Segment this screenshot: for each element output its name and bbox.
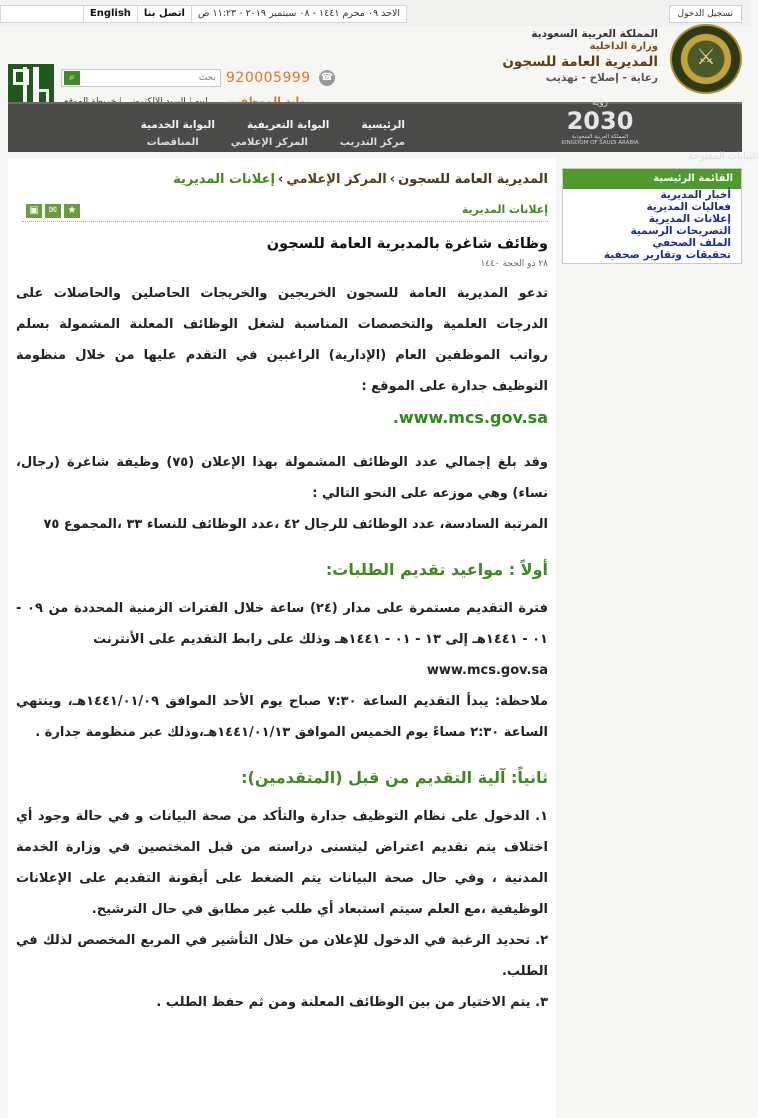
step-1: ١. الدخول على نظام التوظيف جدارة والتأكد من صحة البيانات و في حالة وجود أي اختلاف يتم تقديم اعتراض ليتسنى دراسته من قبل المختصين في وزارة الخدمة المدنية ، وفي حال صحة البيانات يتم الضغط على أيقونة التقديم على الإعلانات الوظيفية ،مع العلم سيتم استبعاد أي طلب غير مطابق في حال الترشيح. xyxy=(16,809,548,917)
breadcrumb-separator: › xyxy=(389,172,396,187)
paragraph-breakdown: المرتبة السادسة، عدد الوظائف للرجال ٤٢ ،عدد الوظائف للنساء ٣٣ ،المجموع ٧٥ xyxy=(43,517,548,532)
sidebar-item-press-file[interactable]: الملف الصحفي xyxy=(652,237,731,249)
nav-intro-portal[interactable]: البوابة التعريفية xyxy=(246,119,330,131)
current-date: الاحد ٠٩ محرم ١٤٤١ - ٠٨ سبتمبر ٢٠١٩ - ١١:٢٣ ص xyxy=(191,6,406,22)
article-body xyxy=(16,278,548,1018)
top-bar xyxy=(0,0,750,27)
search-input[interactable] xyxy=(84,71,216,85)
breadcrumb-current[interactable]: إعلانات المديرية xyxy=(173,172,275,187)
phone-number: 920005999 xyxy=(226,70,311,86)
vision-sub: المملكة العربية السعودية KINGDOM OF SAUDI ARABIA xyxy=(561,134,639,146)
nav-media-center[interactable]: المركز الإعلامي xyxy=(230,137,308,148)
slogan: رعاية - إصلاح - تهذيب xyxy=(545,72,658,84)
nav-open-data[interactable]: البيانات المفتوحة xyxy=(688,151,758,162)
article-date: ٢٨ ذو الحجة ١٤٤٠ xyxy=(480,259,548,269)
ministry-name: وزارة الداخلية xyxy=(589,41,658,52)
favorite-star-icon[interactable]: ★ xyxy=(64,204,80,218)
breadcrumb-home[interactable]: المديرية العامة للسجون xyxy=(398,172,548,187)
section-label: إعلانات المديرية xyxy=(461,203,548,216)
search-icon[interactable]: ⌕ xyxy=(64,71,80,85)
vision-label: رؤية xyxy=(591,98,609,108)
step-2: ٢. تحديد الرغبة في الدخول للإعلان من خلال التأشير في المربع المخصص لذلك في الطلب. xyxy=(16,933,548,979)
breadcrumb xyxy=(173,172,548,187)
sidebar-item-announcements[interactable]: إعلانات المديرية xyxy=(648,213,731,225)
department-name: المديرية العامة للسجون xyxy=(502,54,658,70)
nav-training-center[interactable]: مركز التدريب xyxy=(339,137,405,148)
vision-year: 2030 xyxy=(566,107,634,135)
paragraph-total: وقد بلغ إجمالي عدد الوظائف المشمولة بهذا الإعلان (٧٥) وظيفة شاغرة (رجال، نساء) وهي موزعه على النحو التالي : xyxy=(16,455,549,501)
heading-mechanism: ثانياً: آلية التقديم من قبل (المتقدمين): xyxy=(241,768,548,787)
login-button[interactable]: تسجيل الدخول xyxy=(669,5,742,23)
paragraph-note: ملاحظة: يبدأ التقديم الساعة ٧:٣٠ صباح يوم الأحد الموافق ١٤٤١/٠١/٠٩هـ، وينتهي الساعة ٢:٣٠ مساءً يوم الخميس الموافق ١٤٤١/٠١/١٣هـ،وذلك عبر منظومة جدارة . xyxy=(16,694,549,740)
nav-services-portal[interactable]: البوابة الخدمية xyxy=(140,119,215,131)
article-tools xyxy=(26,204,80,218)
emblem-logo[interactable] xyxy=(670,24,742,94)
sidebar-item-reports[interactable]: تحقيقات وتقارير صحفية xyxy=(603,249,731,261)
main-content xyxy=(8,158,556,1118)
contact-us-link[interactable]: اتصل بنا xyxy=(137,6,191,22)
paragraph-period: فترة التقديم مستمرة على مدار (٢٤) ساعة خلال الفترات الزمنية المحددة من ٠٩ - ٠١ - ١٤٤١هـ إلى ١٣ - ٠١ - ١٤٤١هـ وذلك على رابط التقديم على الأنترنت xyxy=(16,601,548,647)
nav-tenders[interactable]: المناقصات xyxy=(146,137,199,148)
step-3: ٣. يتم الاختيار من بين الوظائف المعلنة ومن ثم حفظ الطلب . xyxy=(156,995,548,1010)
breadcrumb-separator: › xyxy=(278,172,284,187)
breadcrumb-media[interactable]: المركز الإعلامي xyxy=(286,172,387,187)
spacer xyxy=(16,433,548,447)
kingdom-name: المملكة العربية السعودية xyxy=(531,28,658,40)
nav-row-2 xyxy=(115,137,405,148)
apply-link[interactable]: www.mcs.gov.sa xyxy=(426,663,548,678)
top-strip xyxy=(0,5,407,23)
english-link[interactable]: English xyxy=(83,6,137,22)
vision-2030-logo[interactable] xyxy=(560,92,640,150)
sidebar-item-statements[interactable]: التصريحات الرسمية xyxy=(630,225,731,237)
sidebar-item-events[interactable]: فعاليات المديرية xyxy=(646,201,731,213)
nav-row-1 xyxy=(109,119,405,131)
search-box xyxy=(61,69,221,87)
divider xyxy=(22,221,548,222)
nav-home[interactable]: الرئيسية xyxy=(361,119,405,131)
email-icon[interactable]: ✉ xyxy=(45,204,61,218)
sidebar-item-news[interactable]: أخبار المديرية xyxy=(660,189,731,201)
paragraph-intro: تدعو المديرية العامة للسجون الخريجين والخريجات الحاصلين والحاصلات على الدرجات العلمية والتخصصات المناسبة لشغل الوظائف المعلنة المشمولة بسلم رواتب الموظفين العام (الإدارية) الراغبين في التقدم عليها من خلال منظومة التوظيف جدارة على الموقع : xyxy=(16,286,548,394)
phone-icon: ☎ xyxy=(319,70,335,86)
print-icon[interactable]: ▣ xyxy=(26,204,42,218)
main-menu-sidebar xyxy=(562,168,742,264)
article-title: وظائف شاغرة بالمديرية العامة للسجون xyxy=(266,236,548,252)
sidebar-title: القائمة الرئيسية xyxy=(563,169,741,189)
website-link[interactable]: www.mcs.gov.sa. xyxy=(392,408,548,427)
heading-dates: أولاً : مواعيد تقديم الطلبات: xyxy=(325,560,548,579)
